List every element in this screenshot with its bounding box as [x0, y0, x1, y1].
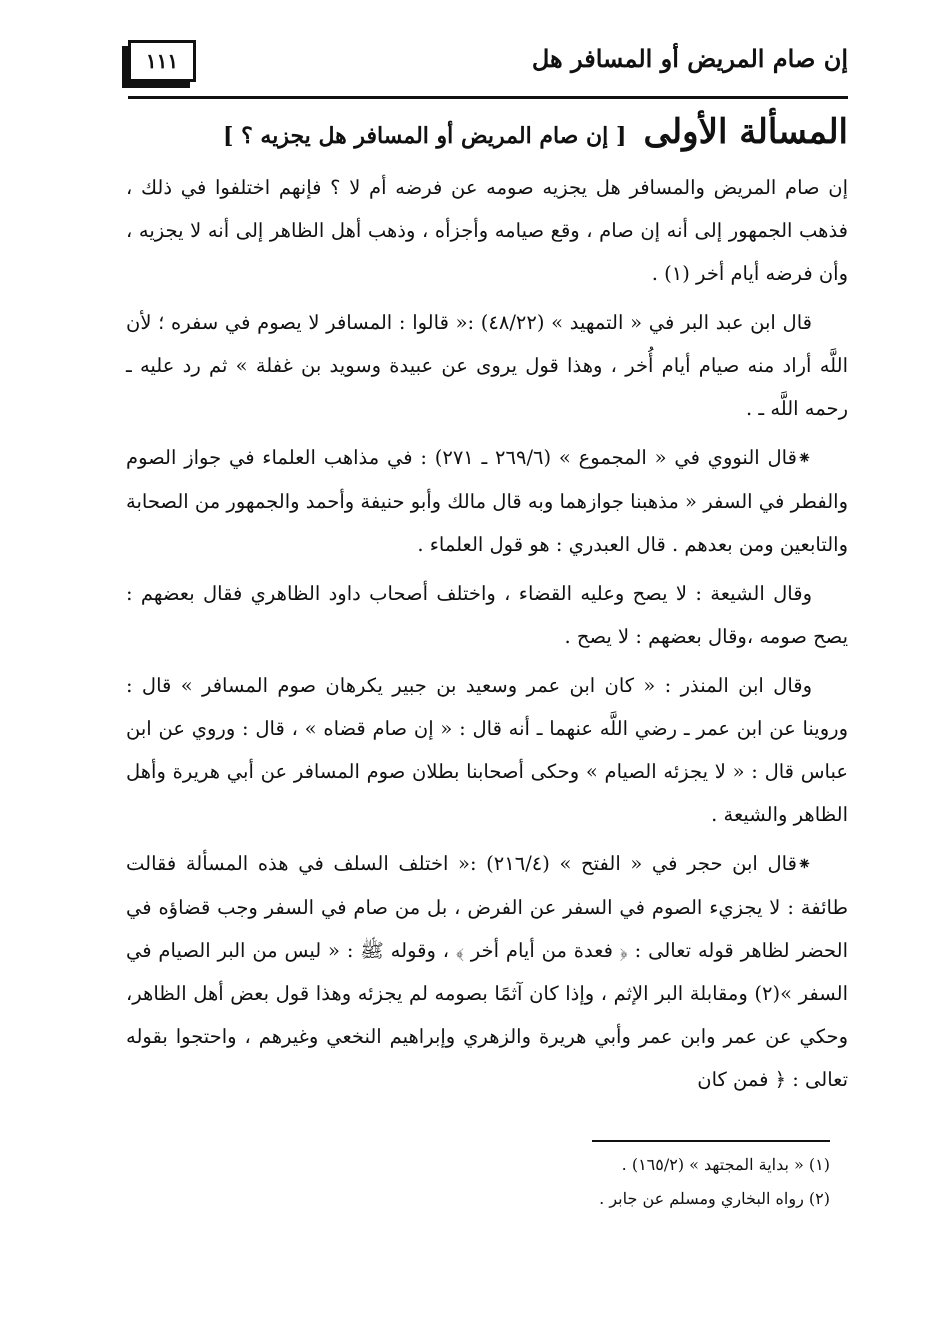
- paragraph-3: [126, 436, 848, 566]
- paragraph-3-text: قال النووي في « المجموع » (٢٦٩/٦ ـ ٢٧١) : في مذاهب العلماء في جواز الصوم والفطر في السفر « مذهبنا جوازهما وبه قال مالك وأبو حنيفة وأحمد والجمهور من الصحابة والتابعين ومن بعدهم . قال العبدري : هو قول العلماء .: [126, 446, 848, 556]
- running-head: إن صام المريض أو المسافر هل: [531, 44, 848, 73]
- footnote-rule: [592, 1140, 830, 1142]
- paragraph-4: وقال الشيعة : لا يصح وعليه القضاء ، واختلف أصحاب داود الظاهري فقال بعضهم : يصح صومه ،وقال بعضهم : لا يصح .: [126, 582, 848, 648]
- body-text: [126, 166, 848, 1101]
- footnote-2: (٢) رواه البخاري ومسلم عن جابر .: [599, 1189, 830, 1208]
- paragraph-2: قال ابن عبد البر في « التمهيد » (٤٨/٢٢) :« قالوا : المسافر لا يصوم في سفره ؛ لأن اللَّه أراد منه صيام أيام أُخر ، وهذا قول يروى عن عبيدة وسويد بن غفلة » ثم رد عليه ـ رحمه اللَّه ـ .: [126, 311, 848, 420]
- star-mark: ⁕: [796, 448, 812, 469]
- page-number: ١١١: [145, 49, 179, 73]
- section-title-main: المسألة الأولى: [643, 112, 848, 152]
- footnotes: [130, 1148, 830, 1216]
- paragraph-6-text: قال ابن حجر في « الفتح » (٢١٦/٤) :« اختلف السلف في هذه المسألة فقالت طائفة : لا يجزيء الصوم في السفر عن الفرض ، بل من صام في السفر وجب قضاؤه في الحضر لظاهر قوله تعالى : ﴿ فعدة من أيام أخر ﴾ ، وقوله ﷺ : « ليس من البر الصيام في السفر »(٢) ومقابلة البر الإثم ، وإذا كان آثمًا بصومه لم يجزئه وهذا قول بعض أهل الظاهر، وحكي عن عمر وابن عمر وأبي هريرة والزهري وإبراهيم النخعي وغيرهم ، واحتجوا بقوله تعالى : ﴿ فمن كان: [126, 852, 848, 1091]
- footnote-1: (١) « بداية المجتهد » (١٦٥/٢) .: [621, 1155, 830, 1174]
- paragraph-1: إن صام المريض والمسافر هل يجزيه صومه عن فرضه أم لا ؟ فإنهم اختلفوا في ذلك ، فذهب الجمهور إلى أنه إن صام ، وقع صيامه وأجزأه ، وذهب أهل الظاهر إلى أنه لا يجزيه ، وأن فرضه أيام أخر (١) .: [126, 176, 848, 285]
- paragraph-5: وقال ابن المنذر : « كان ابن عمر وسعيد بن جبير يكرهان صوم المسافر » قال : وروينا عن ابن عمر ـ رضي اللَّه عنهما ـ أنه قال : « إن صام قضاه » ، قال : وروي عن ابن عباس قال : « لا يجزئه الصيام » وحكى أصحابنا بطلان صوم المسافر عن أبي هريرة وأهل الظاهر والشيعة .: [126, 674, 848, 826]
- section-title: [148, 112, 848, 152]
- star-mark: ⁕: [796, 854, 812, 875]
- paragraph-6: [126, 842, 848, 1101]
- page-number-box: [128, 40, 196, 82]
- section-title-question: [ إن صام المريض أو المسافر هل يجزيه ؟ ]: [223, 123, 627, 149]
- header-rule: [128, 96, 848, 99]
